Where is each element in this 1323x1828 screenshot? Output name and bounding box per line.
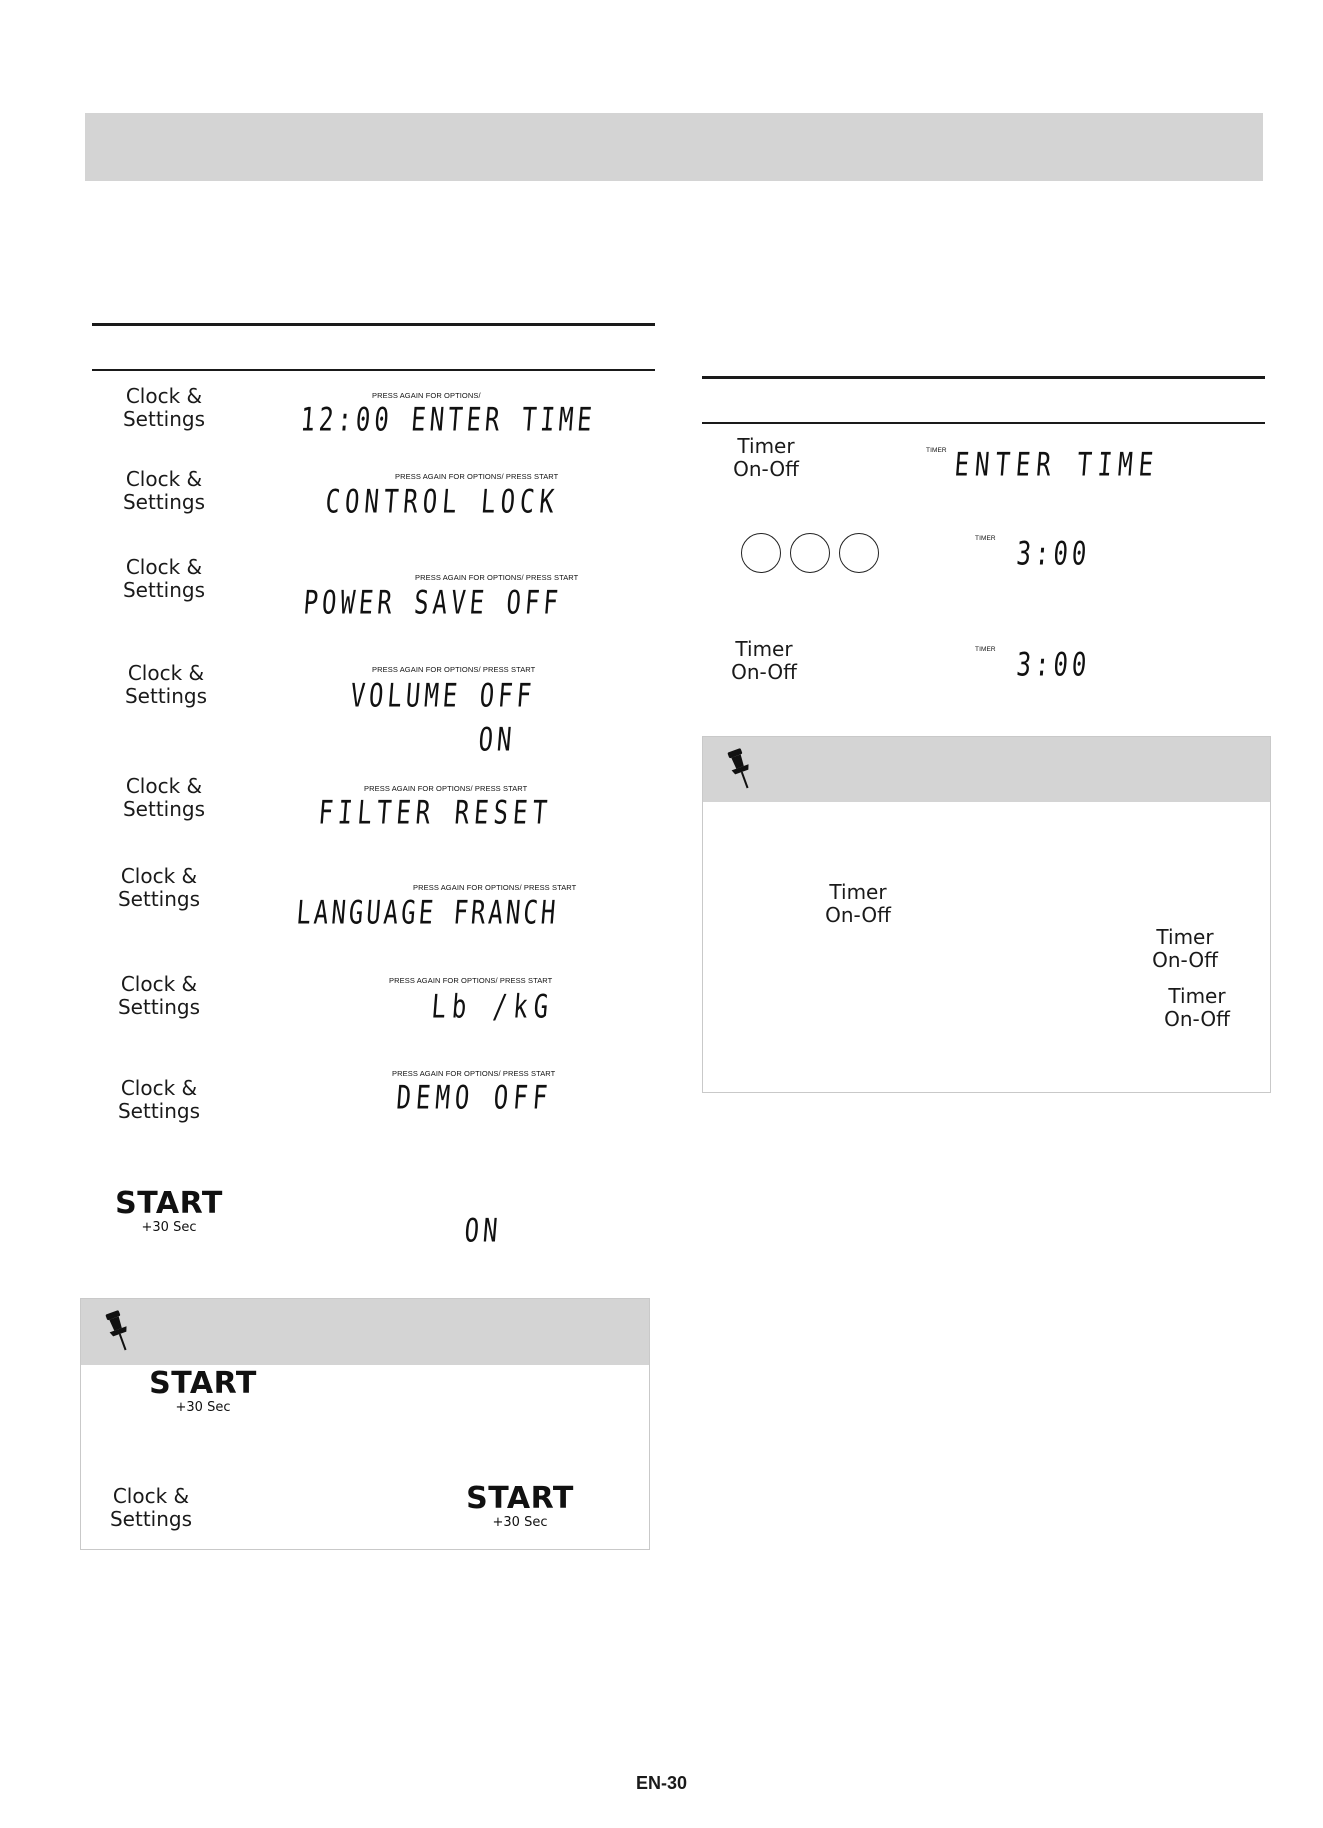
clock-settings-button[interactable] (104, 1077, 214, 1123)
lcd-display-on: ON (477, 721, 517, 759)
right-top-rule (702, 376, 1265, 379)
lcd-display: 3:00 (1015, 646, 1092, 684)
button-label-line2: Settings (122, 407, 206, 431)
button-label-line1: Clock & (120, 864, 198, 888)
number-key-button[interactable] (741, 533, 781, 573)
pushpin-icon (103, 1309, 135, 1355)
clock-settings-button[interactable] (109, 556, 219, 602)
button-label-line1: Clock & (112, 1484, 190, 1508)
button-label-line1: Clock & (127, 661, 205, 685)
lcd-display: POWER SAVE OFF (302, 584, 564, 622)
button-label-line2: Settings (122, 797, 206, 821)
start-button[interactable] (465, 1483, 575, 1531)
start-sublabel: +30 Sec (141, 1220, 197, 1235)
button-label-line2: Settings (117, 887, 201, 911)
timer-on-off-button[interactable] (803, 881, 913, 927)
button-label-line1: Timer (829, 880, 887, 904)
lcd-display: LANGUAGE FRANCH (295, 894, 560, 932)
button-label-line2: On-Off (1152, 948, 1218, 972)
left-top-rule (92, 323, 655, 326)
lcd-display: Lb /kG (430, 988, 556, 1026)
right-note-box (702, 736, 1271, 1093)
start-button[interactable] (148, 1368, 258, 1416)
timer-on-off-button[interactable] (709, 638, 819, 684)
button-label-line1: Clock & (120, 1076, 198, 1100)
clock-settings-button[interactable] (109, 468, 219, 514)
page-number: EN-30 (635, 1773, 688, 1793)
display-hint: PRESS AGAIN FOR OPTIONS/ PRESS START (395, 472, 559, 481)
button-label-line2: Settings (124, 684, 208, 708)
display-hint: PRESS AGAIN FOR OPTIONS/ PRESS START (372, 665, 536, 674)
note-header (703, 737, 1270, 802)
start-sublabel: +30 Sec (492, 1515, 548, 1530)
button-label-line1: Timer (737, 434, 795, 458)
start-sublabel: +30 Sec (175, 1400, 231, 1415)
button-label-line2: Settings (109, 1507, 193, 1531)
display-hint: PRESS AGAIN FOR OPTIONS/ PRESS START (415, 573, 579, 582)
display-hint: PRESS AGAIN FOR OPTIONS/ PRESS START (364, 784, 528, 793)
lcd-display-on: ON (463, 1212, 503, 1250)
timer-on-off-button[interactable] (711, 435, 821, 481)
clock-settings-button[interactable] (109, 385, 219, 431)
clock-settings-button[interactable] (109, 775, 219, 821)
display-hint: PRESS AGAIN FOR OPTIONS/ (372, 391, 481, 400)
pushpin-icon (725, 747, 757, 793)
lcd-display: FILTER RESET (317, 794, 554, 832)
timer-tag: TIMER (926, 447, 947, 454)
button-label-line1: Clock & (120, 972, 198, 996)
number-key-button[interactable] (790, 533, 830, 573)
display-hint: PRESS AGAIN FOR OPTIONS/ PRESS START (413, 883, 577, 892)
button-label-line1: Timer (735, 637, 793, 661)
button-label-line2: On-Off (825, 903, 891, 927)
button-label-line1: Timer (1168, 984, 1226, 1008)
button-label-line2: On-Off (731, 660, 797, 684)
start-label: START (115, 1186, 223, 1221)
section-header-band (85, 113, 1263, 181)
button-label-line2: On-Off (733, 457, 799, 481)
display-hint: PRESS AGAIN FOR OPTIONS/ PRESS START (392, 1069, 556, 1078)
start-label: START (466, 1481, 574, 1516)
right-bottom-rule (702, 422, 1265, 424)
timer-on-off-button[interactable] (1142, 985, 1252, 1031)
lcd-display: ENTER TIME (953, 446, 1161, 484)
lcd-display: CONTROL LOCK (324, 483, 561, 521)
lcd-display: DEMO OFF (395, 1079, 554, 1117)
button-label-line2: Settings (117, 1099, 201, 1123)
clock-settings-button[interactable] (96, 1485, 206, 1531)
button-label-line2: Settings (122, 578, 206, 602)
start-label: START (149, 1366, 257, 1401)
left-bottom-rule (92, 369, 655, 371)
clock-settings-button[interactable] (104, 973, 214, 1019)
lcd-display: VOLUME OFF (349, 677, 537, 715)
button-label-line2: Settings (122, 490, 206, 514)
number-key-button[interactable] (839, 533, 879, 573)
button-label-line1: Clock & (125, 555, 203, 579)
display-hint: PRESS AGAIN FOR OPTIONS/ PRESS START (389, 976, 553, 985)
note-header (81, 1299, 649, 1365)
timer-on-off-button[interactable] (1130, 926, 1240, 972)
start-button[interactable] (114, 1188, 224, 1236)
button-label-line1: Clock & (125, 774, 203, 798)
clock-settings-button[interactable] (111, 662, 221, 708)
timer-tag: TIMER (975, 646, 996, 653)
button-label-line2: On-Off (1164, 1007, 1230, 1031)
clock-settings-button[interactable] (104, 865, 214, 911)
button-label-line2: Settings (117, 995, 201, 1019)
button-label-line1: Clock & (125, 467, 203, 491)
lcd-display: 3:00 (1015, 535, 1092, 573)
lcd-display: 12:00 ENTER TIME (299, 401, 598, 439)
button-label-line1: Timer (1156, 925, 1214, 949)
button-label-line1: Clock & (125, 384, 203, 408)
timer-tag: TIMER (975, 535, 996, 542)
